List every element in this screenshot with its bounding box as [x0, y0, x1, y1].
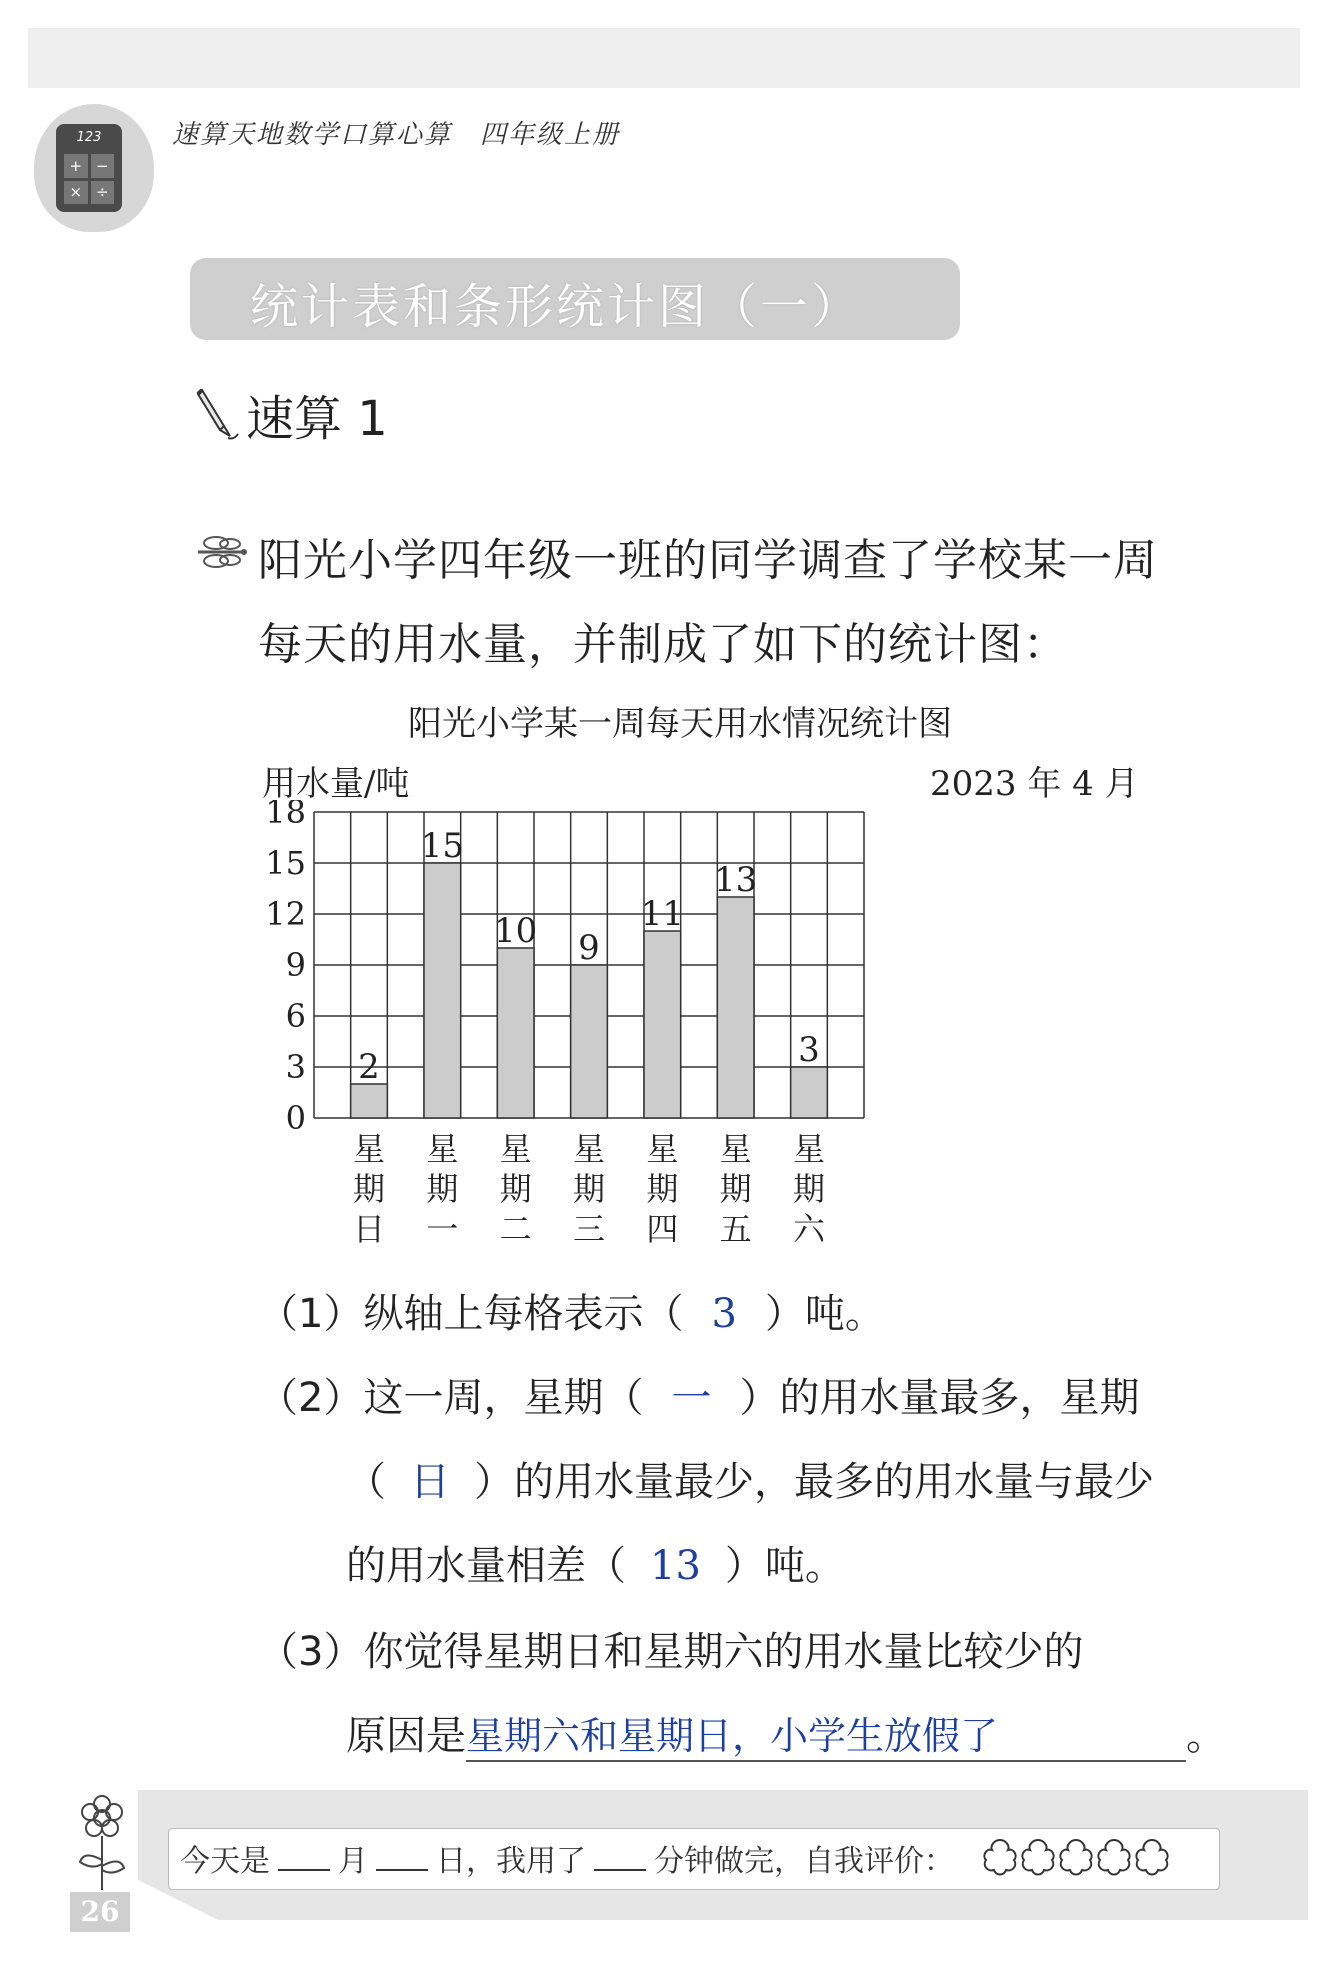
x-tick-label: 期	[499, 1170, 532, 1208]
bar-value-label: 10	[494, 911, 538, 951]
q2-l1-prefix: （2）这一周，星期（	[258, 1375, 644, 1421]
x-tick-label: 期	[646, 1170, 679, 1208]
x-tick-label: 期	[572, 1170, 606, 1208]
y-tick-label: 18	[265, 800, 306, 831]
bar	[571, 965, 608, 1118]
bar-chart	[250, 800, 1150, 1260]
footer-p2: 月	[338, 1844, 368, 1879]
divide-key: ÷	[91, 181, 115, 205]
q1-prefix: （1）纵轴上每格表示（	[258, 1291, 684, 1337]
x-tick-label: 五	[719, 1210, 752, 1248]
q2-answer-3: 13	[650, 1543, 701, 1589]
q2-answer-1: 一	[671, 1375, 712, 1421]
bar-value-label: 11	[640, 894, 684, 934]
exercise-title: 速算 1	[246, 391, 388, 447]
bar	[424, 863, 461, 1118]
x-tick-label: 期	[719, 1170, 752, 1208]
x-tick-label: 三	[572, 1210, 606, 1248]
x-tick-label: 星	[646, 1130, 679, 1168]
question-text-line-1: 阳光小学四年级一班的同学调查了学校某一周	[258, 535, 1158, 586]
x-tick-label: 期	[792, 1170, 826, 1208]
bar-value-label: 9	[578, 928, 600, 968]
chart-date: 2023 年 4 月	[930, 764, 1139, 804]
rating-flower-1-icon	[984, 1840, 1015, 1875]
day-blank[interactable]	[376, 1869, 428, 1871]
rating-flower-4-icon	[1098, 1840, 1129, 1875]
book-title: 速算天地数学口算心算 四年级上册	[172, 120, 621, 150]
q1-line	[258, 1282, 885, 1339]
section-title: 统计表和条形统计图（一）	[250, 279, 863, 335]
x-tick-label: 星	[792, 1130, 826, 1168]
y-axis-label: 用水量/吨	[262, 764, 410, 804]
q1-suffix: ）吨。	[764, 1291, 885, 1337]
q2-l2-suffix: ）的用水量最少，最多的用水量与最少	[474, 1459, 1154, 1505]
calculator-display: 123	[76, 130, 102, 145]
x-tick-label: 一	[426, 1210, 459, 1248]
y-tick-label: 9	[285, 946, 306, 984]
bar-value-label: 3	[798, 1030, 820, 1070]
q2-line-2	[346, 1450, 1154, 1507]
q3-l2-suffix: 。	[1186, 1713, 1226, 1759]
rating-flowers	[980, 1834, 1180, 1880]
footer-p4: 分钟做完，自我评价：	[654, 1844, 954, 1879]
x-tick-label: 期	[352, 1170, 386, 1208]
y-tick-label: 3	[285, 1048, 306, 1086]
x-tick-label: 二	[499, 1210, 532, 1248]
q2-line-3	[346, 1534, 845, 1591]
q2-line-1	[258, 1366, 1139, 1423]
y-tick-label: 0	[285, 1099, 306, 1137]
x-tick-label: 四	[646, 1210, 679, 1248]
bar	[644, 931, 681, 1118]
bar	[791, 1067, 828, 1118]
q2-l1-suffix: ）的用水量最多，星期	[739, 1375, 1140, 1421]
page-number: 26	[70, 1892, 130, 1932]
footer-p3: 日，我用了	[436, 1844, 586, 1879]
q2-l3-prefix: 的用水量相差（	[346, 1543, 626, 1589]
footer-p1: 今天是	[180, 1844, 270, 1879]
q3-line-1: （3）你觉得星期日和星期六的用水量比较少的	[258, 1629, 1084, 1675]
calculator-icon	[56, 124, 122, 212]
q1-answer: 3	[711, 1291, 737, 1337]
times-key: ×	[64, 181, 88, 205]
y-tick-label: 6	[285, 997, 306, 1035]
minutes-blank[interactable]	[594, 1869, 646, 1871]
x-tick-label: 星	[572, 1130, 606, 1168]
y-tick-label: 15	[265, 844, 306, 882]
q2-l2-prefix: （	[346, 1459, 386, 1505]
rating-flower-5-icon	[1136, 1840, 1167, 1875]
flower-icon	[70, 1790, 134, 1900]
bar	[717, 897, 754, 1118]
bar-value-label: 13	[714, 860, 758, 900]
x-tick-label: 期	[426, 1170, 459, 1208]
x-tick-label: 星	[499, 1130, 532, 1168]
q3-l2-prefix: 原因是	[346, 1713, 466, 1759]
q3-answer: 星期六和星期日，小学生放假了	[466, 1714, 999, 1758]
footer-text	[180, 1836, 954, 1880]
dragonfly-icon	[194, 534, 248, 570]
minus-key: −	[91, 154, 115, 178]
x-tick-label: 星	[719, 1130, 752, 1168]
bar	[351, 1084, 388, 1118]
y-tick-label: 12	[265, 895, 306, 933]
bar-value-label: 2	[358, 1047, 380, 1087]
x-tick-label: 星	[352, 1130, 386, 1168]
chart-title: 阳光小学某一周每天用水情况统计图	[408, 704, 952, 744]
x-tick-label: 日	[352, 1210, 386, 1248]
q3-line-2	[346, 1704, 1226, 1762]
rating-flower-3-icon	[1060, 1840, 1091, 1875]
q2-l3-suffix: ）吨。	[724, 1543, 845, 1589]
q2-answer-2: 日	[410, 1459, 450, 1505]
rating-flower-2-icon	[1022, 1840, 1053, 1875]
bar-value-label: 15	[420, 826, 464, 866]
bar	[497, 948, 534, 1118]
plus-key: +	[64, 154, 88, 178]
x-tick-label: 星	[426, 1130, 459, 1168]
pencil-icon	[194, 382, 240, 442]
x-tick-label: 六	[792, 1210, 826, 1248]
month-blank[interactable]	[278, 1869, 330, 1871]
header-band	[28, 28, 1300, 88]
question-text-line-2: 每天的用水量，并制成了如下的统计图：	[258, 619, 1068, 670]
